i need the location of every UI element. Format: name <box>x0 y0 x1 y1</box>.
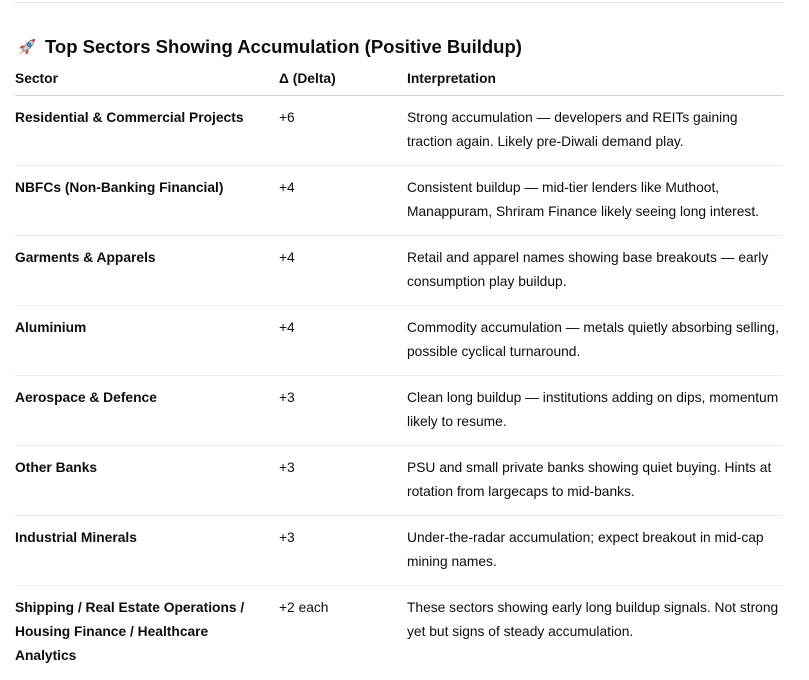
interpretation-cell: Consistent buildup — mid-tier lenders like Muthoot, Manappuram, Shriram Finance likely seeing long interest. <box>407 166 783 236</box>
table-row <box>15 376 783 446</box>
column-header-sector: Sector <box>15 65 279 96</box>
top-divider <box>15 2 783 3</box>
interpretation-cell: These sectors showing early long buildup signals. Not strong yet but signs of steady accumulation. <box>407 600 779 639</box>
interpretation-cell: PSU and small private banks showing quiet buying. Hints at rotation from largecaps to mid-banks. <box>407 446 783 516</box>
table-row <box>15 446 783 516</box>
table-row <box>15 96 783 166</box>
table-row <box>15 166 783 236</box>
sector-cell: Residential & Commercial Projects <box>15 96 279 166</box>
table-row <box>15 516 783 586</box>
sector-cell: Shipping / Real Estate Operations / Housing Finance / Healthcare Analytics <box>15 600 245 663</box>
delta-cell: +3 <box>279 446 407 516</box>
delta-cell: +3 <box>279 376 407 446</box>
delta-cell: +4 <box>279 306 407 376</box>
table-row <box>15 236 783 306</box>
section-heading <box>15 34 522 60</box>
delta-cell: +4 <box>279 166 407 236</box>
delta-cell: +3 <box>279 516 407 586</box>
sector-cell: Aerospace & Defence <box>15 376 279 446</box>
column-header-delta: Δ (Delta) <box>279 65 407 96</box>
sectors-table <box>15 65 783 679</box>
column-header-interpretation: Interpretation <box>407 65 783 96</box>
interpretation-cell: Strong accumulation — developers and REITs gaining traction again. Likely pre-Diwali demand play. <box>407 96 783 166</box>
interpretation-cell: Retail and apparel names showing base breakouts — early consumption play buildup. <box>407 236 783 306</box>
delta-cell: +2 each <box>279 600 329 615</box>
sector-cell: Garments & Apparels <box>15 236 279 306</box>
delta-cell: +6 <box>279 96 407 166</box>
sector-cell: Industrial Minerals <box>15 516 279 586</box>
table-row <box>15 586 783 680</box>
sector-cell: Other Banks <box>15 446 279 516</box>
interpretation-cell: Clean long buildup — institutions adding on dips, momentum likely to resume. <box>407 376 783 446</box>
sector-cell: Aluminium <box>15 306 279 376</box>
table-row <box>15 306 783 376</box>
sector-cell: NBFCs (Non-Banking Financial) <box>15 166 279 236</box>
interpretation-cell: Under-the-radar accumulation; expect breakout in mid-cap mining names. <box>407 516 783 586</box>
table-header-row <box>15 65 783 96</box>
interpretation-cell: Commodity accumulation — metals quietly absorbing selling, possible cyclical turnaround. <box>407 306 783 376</box>
delta-cell: +4 <box>279 236 407 306</box>
section-title: Top Sectors Showing Accumulation (Positive Buildup) <box>45 36 522 57</box>
rocket-icon <box>15 35 39 59</box>
